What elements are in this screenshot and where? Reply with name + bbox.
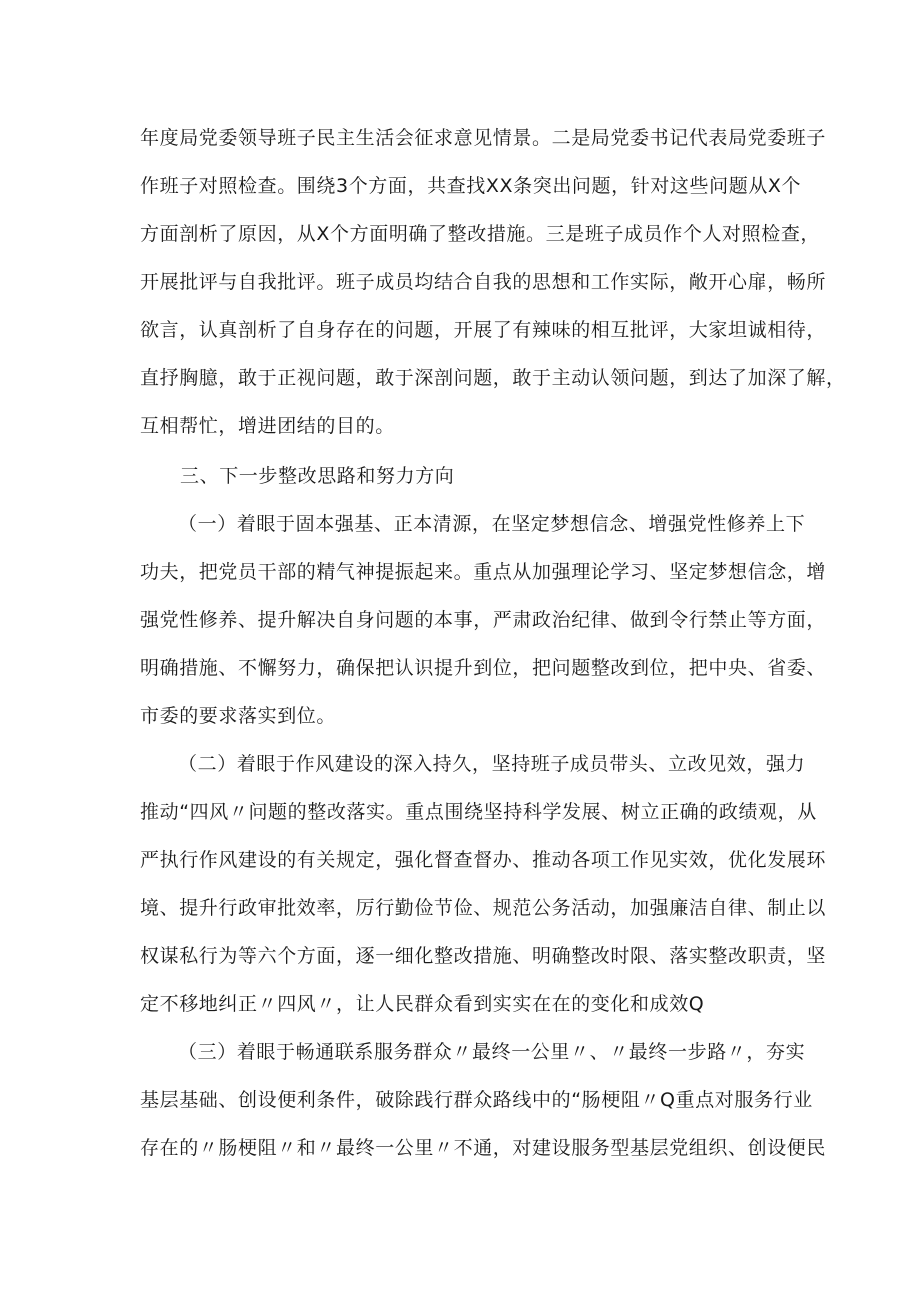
- text-line: 方面剖析了原因，从X个方面明确了整改措施。三是班子成员作个人对照检查，: [140, 223, 821, 245]
- text-line: 作班子对照检查。围绕3个方面，共查找XX条突出问题，针对这些问题从X个: [140, 175, 802, 197]
- text-line: 互相帮忙，增进团结的目的。: [140, 415, 395, 437]
- text-line: 年度局党委领导班子民主生活会征求意见情景。二是局党委书记代表局党委班子: [140, 127, 827, 149]
- text-line: （三）着眼于畅通联系服务群众〃最终一公里〃、〃最终一步路〃，夯实: [178, 1041, 806, 1063]
- text-line: 欲言，认真剖析了自身存在的问题，开展了有辣味的相互批评，大家坦诚相待，: [140, 319, 827, 341]
- text-line: （一）着眼于固本强基、正本清源，在坚定梦想信念、增强党性修养上下: [178, 513, 806, 535]
- text-line: 定不移地纠正〃四风〃，让人民群众看到实实在在的变化和成效Q: [140, 993, 705, 1015]
- text-line: 开展批评与自我批评。班子成员均结合自我的思想和工作实际，敞开心扉，畅所: [140, 271, 827, 293]
- text-line: 存在的〃肠梗阻〃和〃最终一公里〃不通，对建设服务型基层党组织、创设便民: [140, 1137, 827, 1159]
- text-line: 明确措施、不懈努力，确保把认识提升到位，把问题整改到位，把中央、省委、: [140, 657, 827, 679]
- text-line: 权谋私行为等六个方面，逐一细化整改措施、明确整改时限、落实整改职责，坚: [140, 945, 827, 967]
- text-line: 严执行作风建设的有关规定，强化督查督办、推动各项工作见实效，优化发展环: [140, 849, 827, 871]
- text-line: 功夫，把党员干部的精气神提振起来。重点从加强理论学习、坚定梦想信念，增: [140, 561, 827, 583]
- text-line: 境、提升行政审批效率，厉行勤俭节俭、规范公务活动，加强廉洁自律、制止以: [140, 897, 827, 919]
- text-line: 强党性修养、提升解决自身问题的本事，严肃政治纪律、做到令行禁止等方面，: [140, 609, 827, 631]
- text-line: 基层基础、创设便利条件，破除践行群众路线中的“肠梗阻〃Q重点对服务行业: [140, 1089, 813, 1111]
- text-line: 直抒胸臆，敢于正视问题，敢于深剖问题，敢于主动认领问题，到达了加深了解，: [140, 367, 846, 389]
- text-line: 推动“四风〃问题的整改落实。重点围绕坚持科学发展、树立正确的政绩观，从: [140, 801, 817, 823]
- text-line: 市委的要求落实到位。: [140, 705, 337, 727]
- section-heading: 三、下一步整改思路和努力方向: [180, 465, 455, 487]
- text-line: （二）着眼于作风建设的深入持久，坚持班子成员带头、立改见效，强力: [178, 753, 806, 775]
